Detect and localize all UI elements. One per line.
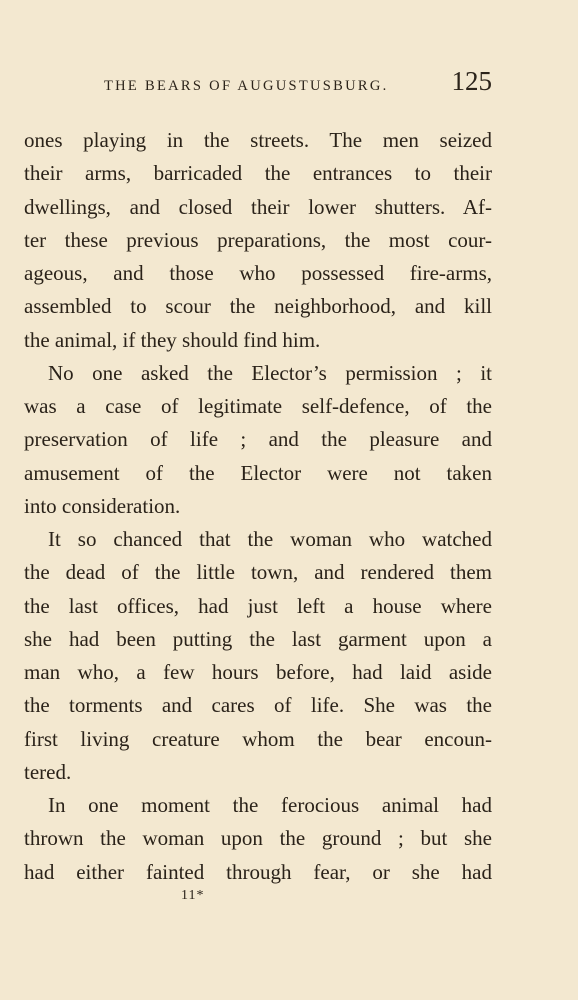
text-line: assembled to scour the neighborhood, and kill [24, 294, 492, 319]
text-line: the dead of the little town, and rendered them [24, 560, 492, 585]
text-line: the last offices, had just left a house where [24, 593, 492, 618]
text-line: first living creature whom the bear encoun- [24, 726, 492, 751]
text-line: thrown the woman upon the ground ; but she [24, 826, 492, 851]
text-line: the torments and cares of life. She was the [24, 693, 492, 718]
text-line: had either fainted through fear, or she had [24, 859, 492, 884]
text-line: amusement of the Elector were not taken [24, 460, 492, 485]
text-line: preservation of life ; and the pleasure and [24, 427, 492, 452]
paragraph-start-line: In one moment the ferocious animal had [48, 793, 492, 817]
text-line: into consideration. [24, 493, 181, 518]
text-line: ones playing in the streets. The men seized [24, 128, 492, 152]
text-line: dwellings, and closed their lower shutters. Af- [24, 194, 492, 219]
body-text [24, 124, 492, 889]
running-header [24, 66, 492, 100]
text-line: ageous, and those who possessed fire-arms, [24, 261, 492, 285]
text-line: was a case of legitimate self-defence, of the [24, 394, 492, 418]
text-line: the animal, if they should find him. [24, 327, 321, 352]
text-line: tered. [24, 759, 72, 784]
text-line: she had been putting the last garment upon a [24, 626, 492, 651]
text-line: man who, a few hours before, had laid aside [24, 660, 492, 684]
running-title: THE BEARS OF AUGUSTUSBURG. [104, 78, 389, 94]
paragraph-start-line: No one asked the Elector’s permission ; it [48, 360, 492, 385]
text-line: their arms, barricaded the entrances to their [24, 161, 492, 186]
page-number: 125 [451, 66, 492, 96]
text-line: ter these previous preparations, the most cour- [24, 227, 492, 252]
paragraph-start-line: It so chanced that the woman who watched [48, 527, 492, 551]
signature-mark: 11* [181, 888, 205, 903]
